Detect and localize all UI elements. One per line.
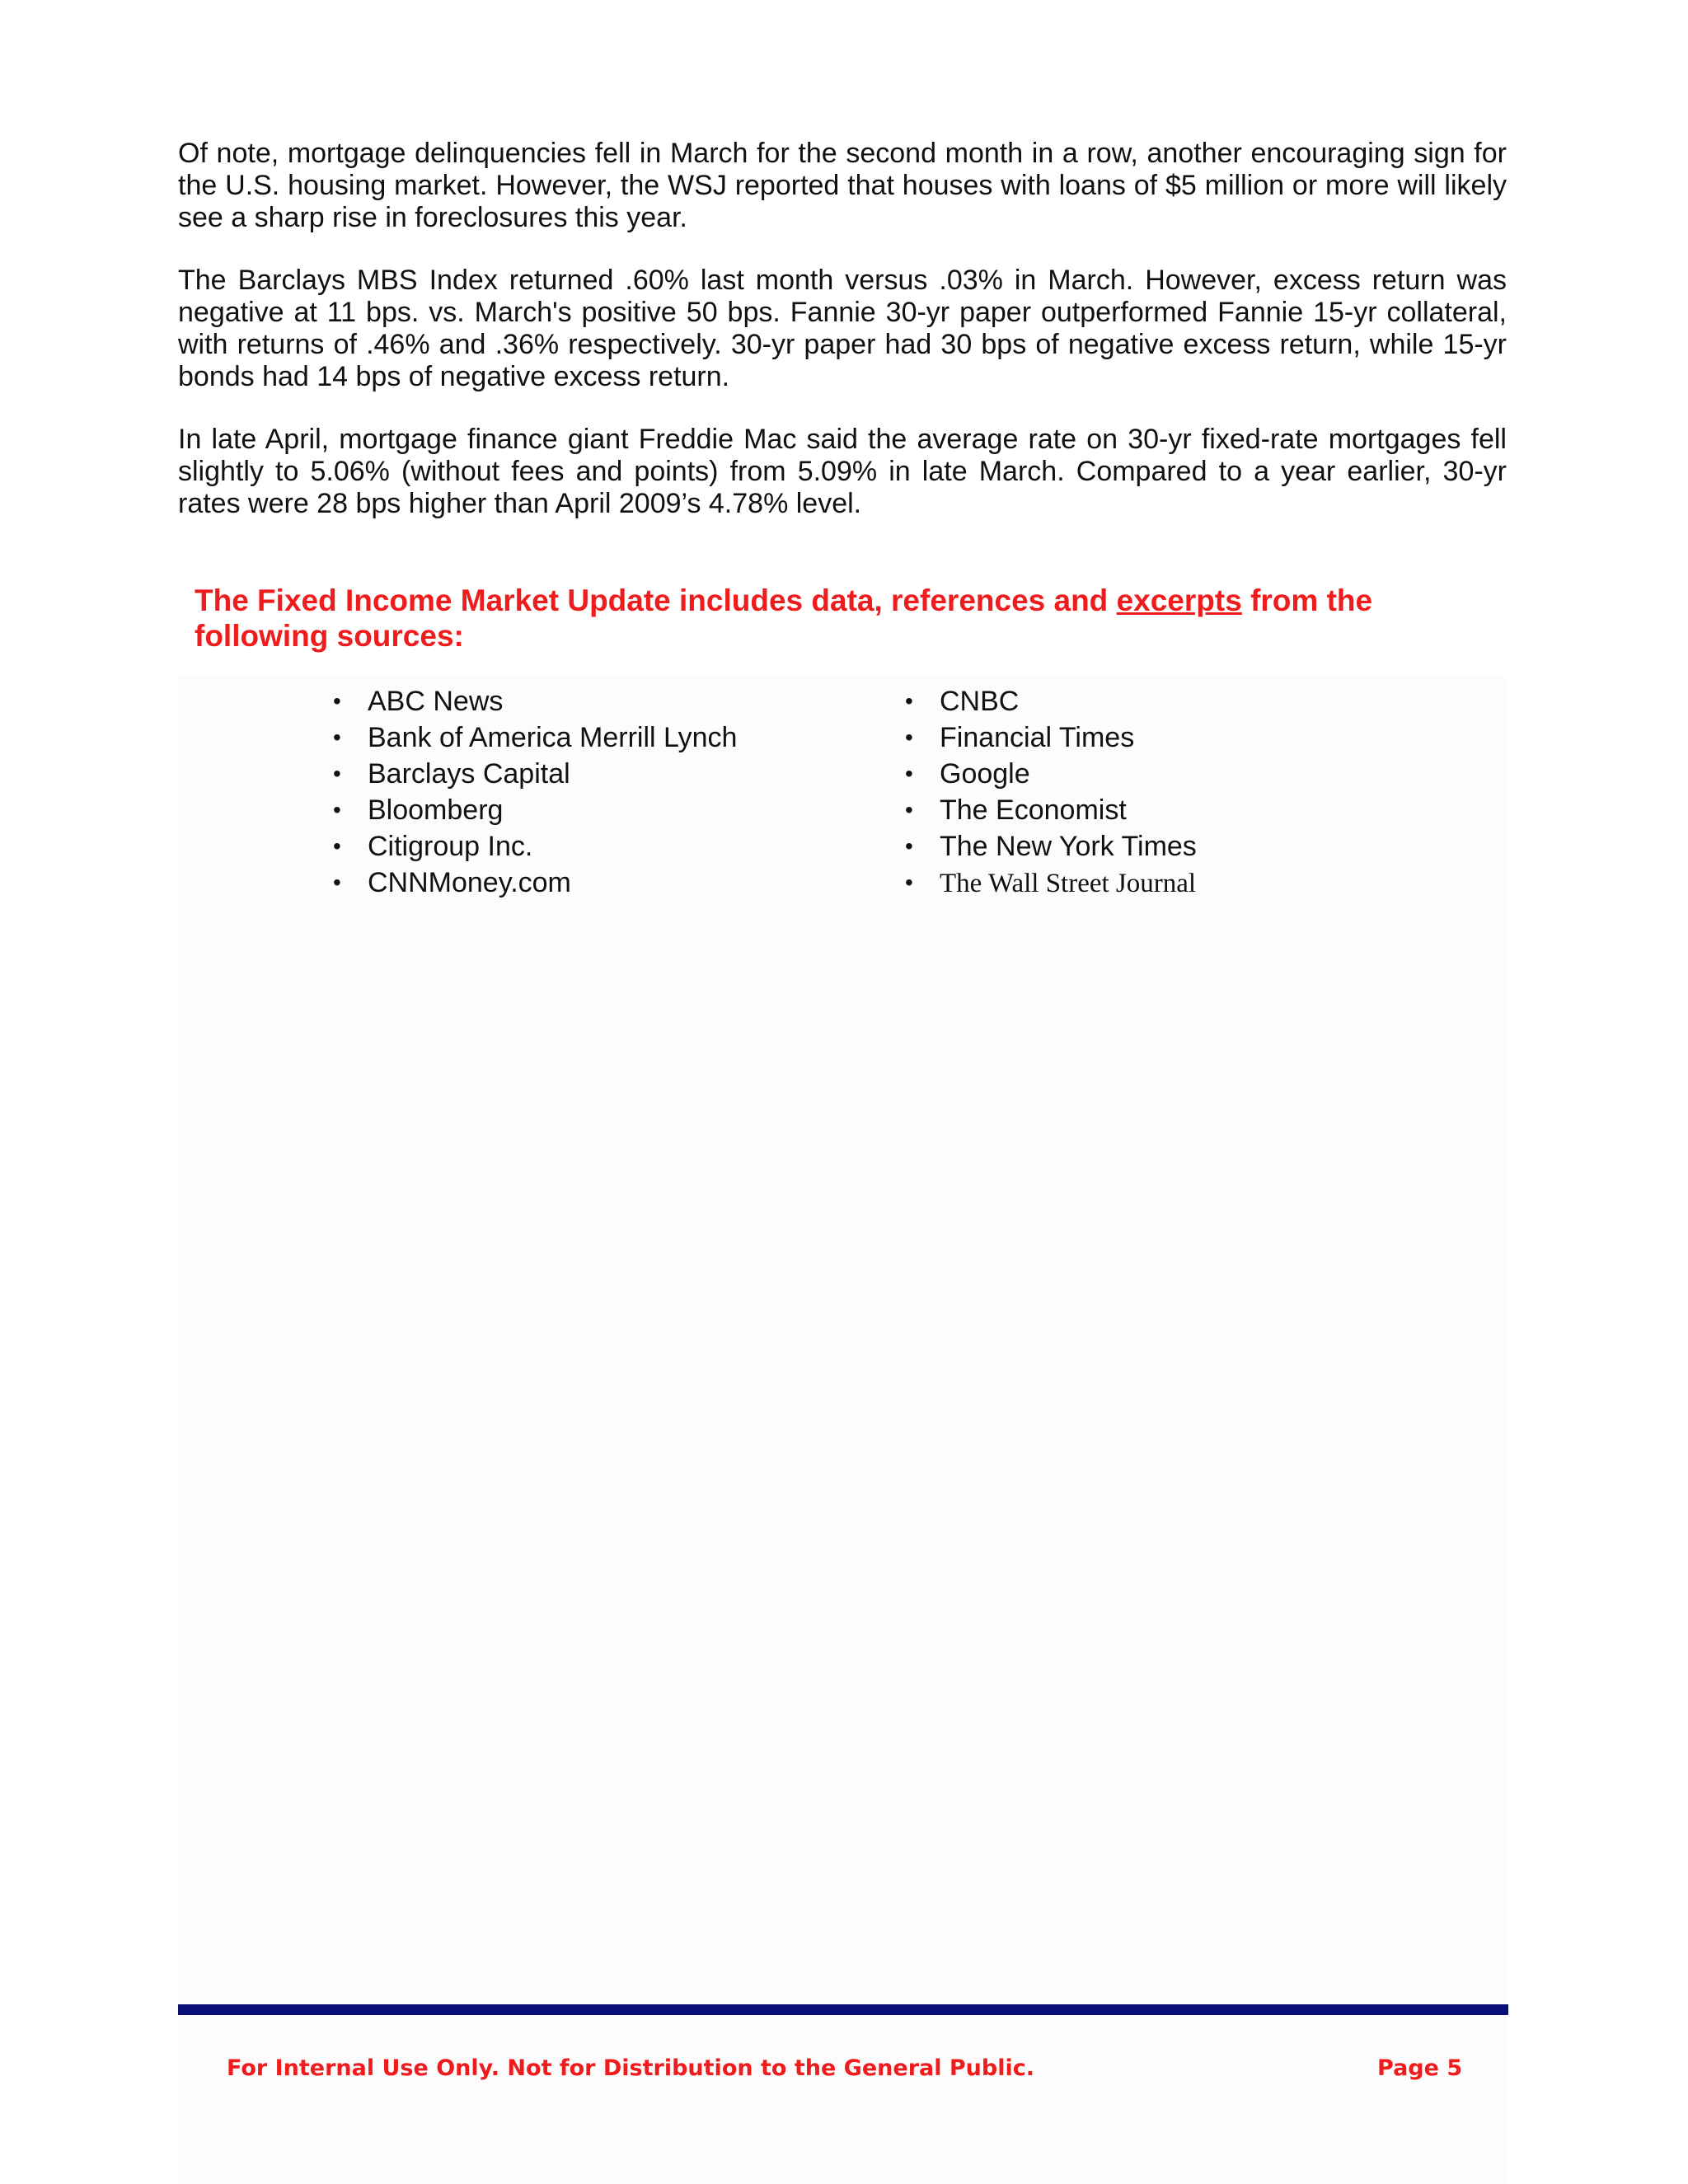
bullet-icon: • [905,724,913,750]
list-item [328,828,839,865]
source-name: Google [940,758,1030,790]
paragraph-mortgage-rates: In late April, mortgage finance giant Freddie Mac said the average rate on 30-yr fixed-rate mortgages fell slightly to 5.06% (without fees and points) from 5.09% in late March. Compared to a year earlier, 30-yr rates were 28 bps higher than April 2009’s 4.78% level. [178,424,1507,519]
paragraph-mbs-index: The Barclays MBS Index returned .60% last month versus .03% in March. However, excess return was negative at 11 bps. vs. March's positive 50 bps. Fannie 30-yr paper outperformed Fannie 15-yr collateral, with returns of .46% and .36% respectively. 30-yr paper had 30 bps of negative excess return, while 15-yr bonds had 14 bps of negative excess return. [178,265,1507,392]
source-name: CNBC [940,686,1020,717]
paragraph-delinquencies: Of note, mortgage delinquencies fell in March for the second month in a row, another encouraging sign for the U.S. housing market. However, the WSJ reported that houses with loans of $5 million or more will likely see a sharp rise in foreclosures this year. [178,138,1507,233]
source-name: ABC News [368,686,504,717]
list-item [900,828,1411,865]
list-item [900,719,1411,756]
footer-divider [178,2004,1508,2015]
sources-list-left [328,683,839,901]
list-item [328,865,839,901]
source-name: Barclays Capital [368,758,570,790]
bullet-icon: • [333,688,341,714]
bullet-icon: • [905,869,913,895]
bullet-icon: • [905,797,913,823]
bullet-icon: • [905,833,913,859]
bullet-icon: • [333,797,341,823]
sources-heading-start: The Fixed Income Market Update includes data, references and [195,583,1117,617]
sources-heading-end: from the following sources: [195,583,1373,653]
source-name: CNNMoney.com [368,867,571,898]
bullet-icon: • [333,833,341,859]
sources-list-right [900,683,1411,901]
list-item [328,719,839,756]
bullet-icon: • [333,724,341,750]
list-item [328,683,839,719]
bullet-icon: • [333,761,341,786]
source-name: Bloomberg [368,794,504,826]
bullet-icon: • [905,761,913,786]
bullet-icon: • [905,688,913,714]
bullet-icon: • [333,869,341,895]
sources-heading [195,583,1513,654]
list-item [900,865,1411,901]
source-name: Citigroup Inc. [368,831,533,862]
source-name: The Wall Street Journal [940,869,1197,898]
page-background [178,676,1507,2184]
page-number: Page 5 [1377,2055,1463,2081]
list-item [900,756,1411,792]
source-name: The Economist [940,794,1127,826]
source-name: The New York Times [940,831,1197,862]
footer-disclaimer: For Internal Use Only. Not for Distribution to the General Public. [227,2055,1034,2081]
list-item [328,756,839,792]
list-item [900,792,1411,828]
source-name: Financial Times [940,722,1135,753]
list-item [900,683,1411,719]
source-name: Bank of America Merrill Lynch [368,722,738,753]
list-item [328,792,839,828]
sources-heading-underlined: excerpts [1116,583,1242,617]
